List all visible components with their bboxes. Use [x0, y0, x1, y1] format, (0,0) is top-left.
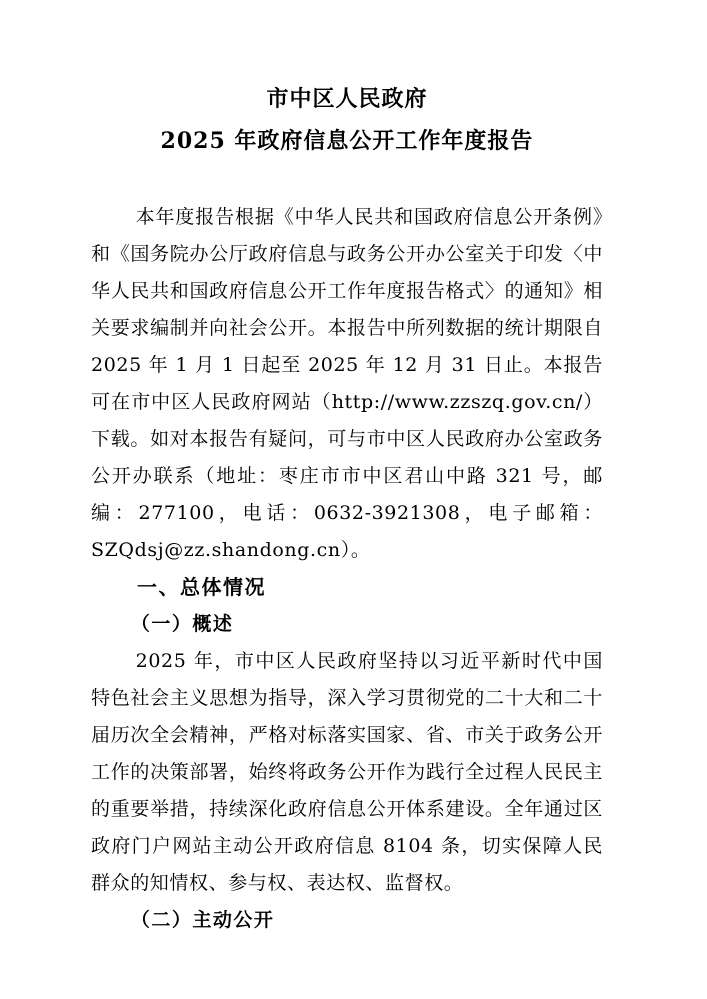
report-title-line1: 市中区人民政府 — [266, 86, 428, 112]
overview-paragraph: 2025 年，市中区人民政府坚持以习近平新时代中国特色社会主义思想为指导，深入学习贯彻党的二十大和二十届历次全会精神，严格对标落实国家、省、市关于政务公开工作的决策部署，始终将政务公开作为践行全过程人民民主的重要举措，持续深化政府信息公开体系建设。全年通过区政府门户网站主动公开政府信息 8104 条，切实保障人民群众的知情权、参与权、表达权、监督权。 — [91, 650, 603, 894]
intro-paragraph: 本年度报告根据《中华人民共和国政府信息公开条例》和《国务院办公厅政府信息与政务公开办公室关于印发〈中华人民共和国政府信息公开工作年度报告格式〉的通知》相关要求编制并向社会公开。本报告中所列数据的统计期限自 2025 年 1 月 1 日起至 2025 年 12 月 31 日止。本报告可在市中区人民政府网站（http://www.zzszq.gov.cn/）下载。如对本报告有疑问，可与市中区人民政府办公室政务公开办联系（地址：枣庄市市中区君山中路 321 号，邮编：277100，电话：0632-3921308，电子邮箱：SZQdsj@zz.shandong.cn）。 — [91, 206, 603, 561]
subsection-heading-overview: （一）概述 — [130, 613, 234, 635]
subsection-heading-proactive-disclosure: （二）主动公开 — [130, 909, 275, 931]
report-title-line2: 2025 年政府信息公开工作年度报告 — [160, 128, 534, 154]
report-title — [91, 78, 603, 162]
section-heading-overall-situation: 一、总体情况 — [137, 575, 266, 599]
